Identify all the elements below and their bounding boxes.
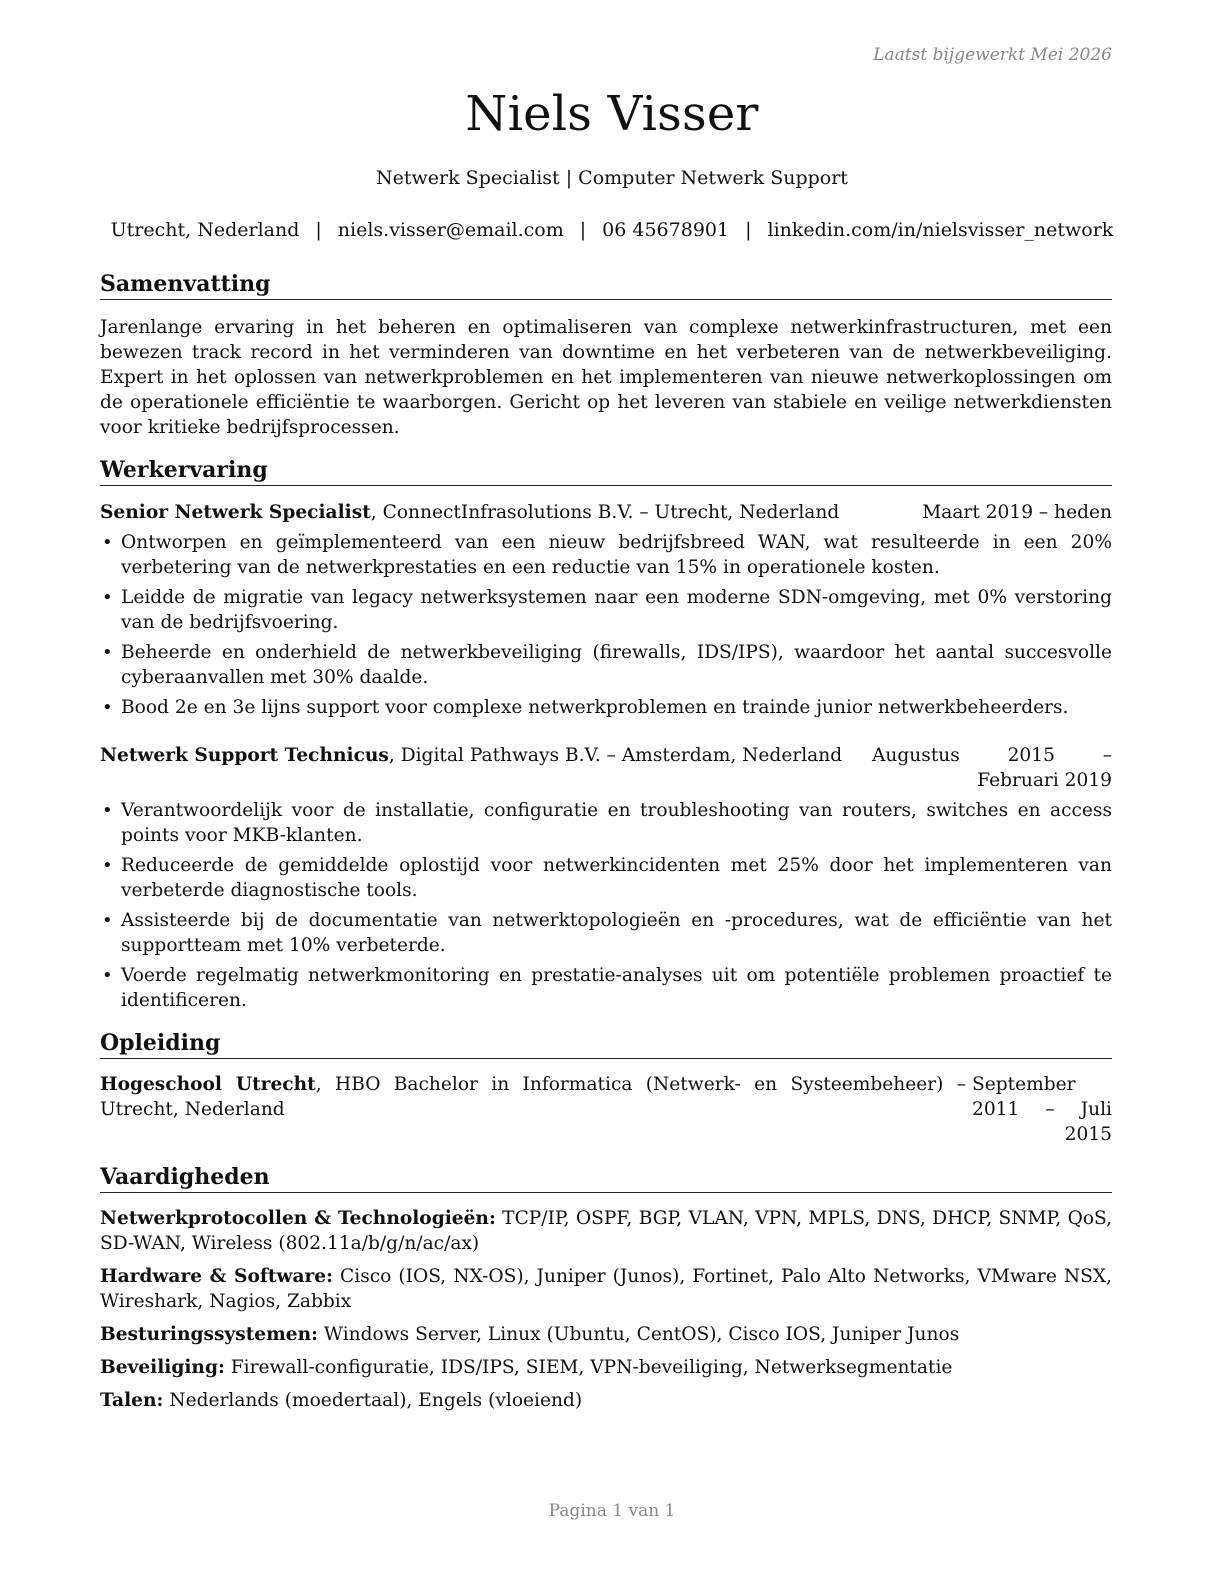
- education-details: , HBO Bachelor in Informatica (Netwerk- en Systeembeheer) – Utrecht, Nederland: [100, 1074, 967, 1120]
- skill-value: Cisco (IOS, NX-OS), Juniper (Junos), Fortinet, Palo Alto Networks, VMware NSX, Wireshark, Nagios, Zabbix: [100, 1266, 1113, 1312]
- section-title-experience: Werkervaring: [100, 456, 1112, 486]
- skill-value: Windows Server, Linux (Ubuntu, CentOS), Cisco IOS, Juniper Junos: [318, 1324, 960, 1345]
- contact-email[interactable]: niels.visser@email.com: [337, 219, 564, 241]
- list-item: • Leidde de migratie van legacy netwerksystemen naar een moderne SDN-omgeving, met 0% verstoring van de bedrijfsvoering.: [100, 585, 1112, 635]
- contact-linkedin[interactable]: linkedin.com/in/nielsvisser_network: [767, 219, 1114, 241]
- skill-value: Firewall-configuratie, IDS/IPS, SIEM, VPN-beveiliging, Netwerksegmentatie: [224, 1357, 953, 1378]
- skill-label: Besturingssystemen:: [100, 1324, 319, 1345]
- summary-text: Jarenlange ervaring in het beheren en optimaliseren van complexe netwerkinfrastructuren, met een bewezen track record in het verminderen van downtime en het verbeteren van de netwerkbeveiliging. Expert in het oplossen van netwerkproblemen en het implementeren van nieuwe netwerkoplossingen om de operationele efficiëntie te waarborgen. Gericht op het leveren van stabiele en veilige netwerkdiensten voor kritieke bedrijfsprocessen.: [100, 317, 1112, 438]
- job-header: [100, 500, 1112, 525]
- skill-label: Beveiliging:: [100, 1357, 225, 1378]
- job-dates: Maart 2019 – heden: [922, 502, 1112, 523]
- skill-row: [100, 1355, 1112, 1380]
- skill-value: Nederlands (moedertaal), Engels (vloeiend): [163, 1390, 583, 1411]
- skill-value: TCP/IP, OSPF, BGP, VLAN, VPN, MPLS, DNS, DHCP, SNMP, QoS, SD-WAN, Wireless (802.11a/b/g/n/ac/ax): [100, 1208, 1112, 1254]
- skill-row: [100, 1264, 1112, 1314]
- resume-content: [100, 270, 1112, 1413]
- job-bullets: [100, 530, 1112, 720]
- candidate-name: Niels Visser: [465, 86, 759, 142]
- list-item: • Ontworpen en geïmplementeerd van een nieuw bedrijfsbreed WAN, wat resulteerde in een 20% verbetering van de netwerkprestaties en een reductie van 15% in operationele kosten.: [100, 530, 1112, 580]
- skill-row: [100, 1322, 1112, 1347]
- job-title: Netwerk Specialist | Computer Netwerk Support: [376, 167, 848, 189]
- contact-location: Utrecht, Nederland: [110, 219, 300, 241]
- section-title-summary: Samenvatting: [100, 270, 1112, 300]
- job-entry: [100, 743, 1112, 1013]
- separator: |: [745, 219, 752, 241]
- job-header: [100, 743, 1112, 793]
- job-entry: [100, 500, 1112, 720]
- job-role: Senior Netwerk Specialist: [100, 502, 371, 523]
- contact-phone: 06 45678901: [602, 219, 730, 241]
- list-item: • Reduceerde de gemiddelde oplostijd voor netwerkincidenten met 25% door het implementeren van verbeterde diagnostische tools.: [100, 853, 1112, 903]
- list-item: • Verantwoordelijk voor de installatie, configuratie en troubleshooting van routers, switches en access points voor MKB-klanten.: [100, 798, 1112, 848]
- list-item: • Assisteerde bij de documentatie van netwerktopologieën en -procedures, wat de efficiëntie van het supportteam met 10% verbeterde.: [100, 908, 1112, 958]
- separator: |: [579, 219, 587, 241]
- list-item: • Bood 2e en 3e lijns support voor complexe netwerkproblemen en trainde junior netwerkbeheerders.: [100, 695, 1112, 720]
- section-title-skills: Vaardigheden: [100, 1163, 1112, 1193]
- list-item: • Voerde regelmatig netwerkmonitoring en prestatie-analyses uit om potentiële problemen proactief te identificeren.: [100, 963, 1112, 1013]
- last-updated: Laatst bijgewerkt Mei 2026: [873, 45, 1112, 65]
- job-company: , Digital Pathways B.V. – Amsterdam, Nederland: [388, 745, 843, 766]
- skill-row: [100, 1206, 1112, 1256]
- job-role: Netwerk Support Technicus: [100, 745, 389, 766]
- education-school: Hogeschool Utrecht: [100, 1074, 316, 1095]
- page-number: Pagina 1 van 1: [548, 1501, 676, 1521]
- skill-label: Netwerkprotocollen & Technologieën:: [100, 1208, 496, 1229]
- separator: |: [315, 219, 322, 241]
- job-bullets: [100, 798, 1112, 1013]
- contact-line: [0, 219, 1224, 241]
- job-company: , ConnectInfrasolutions B.V. – Utrecht, Nederland: [370, 502, 840, 523]
- list-item: • Beheerde en onderhield de netwerkbeveiliging (firewalls, IDS/IPS), waardoor het aantal succesvolle cyberaanvallen met 30% daalde.: [100, 640, 1112, 690]
- skill-label: Hardware & Software:: [100, 1266, 334, 1287]
- education-dates: September 2011 – Juli 2015: [972, 1074, 1112, 1145]
- skill-row: [100, 1388, 1112, 1413]
- job-dates: Augustus 2015 – Februari 2019: [872, 745, 1112, 791]
- skill-label: Talen:: [100, 1390, 164, 1411]
- education-entry: [100, 1072, 1112, 1147]
- section-title-education: Opleiding: [100, 1029, 1112, 1059]
